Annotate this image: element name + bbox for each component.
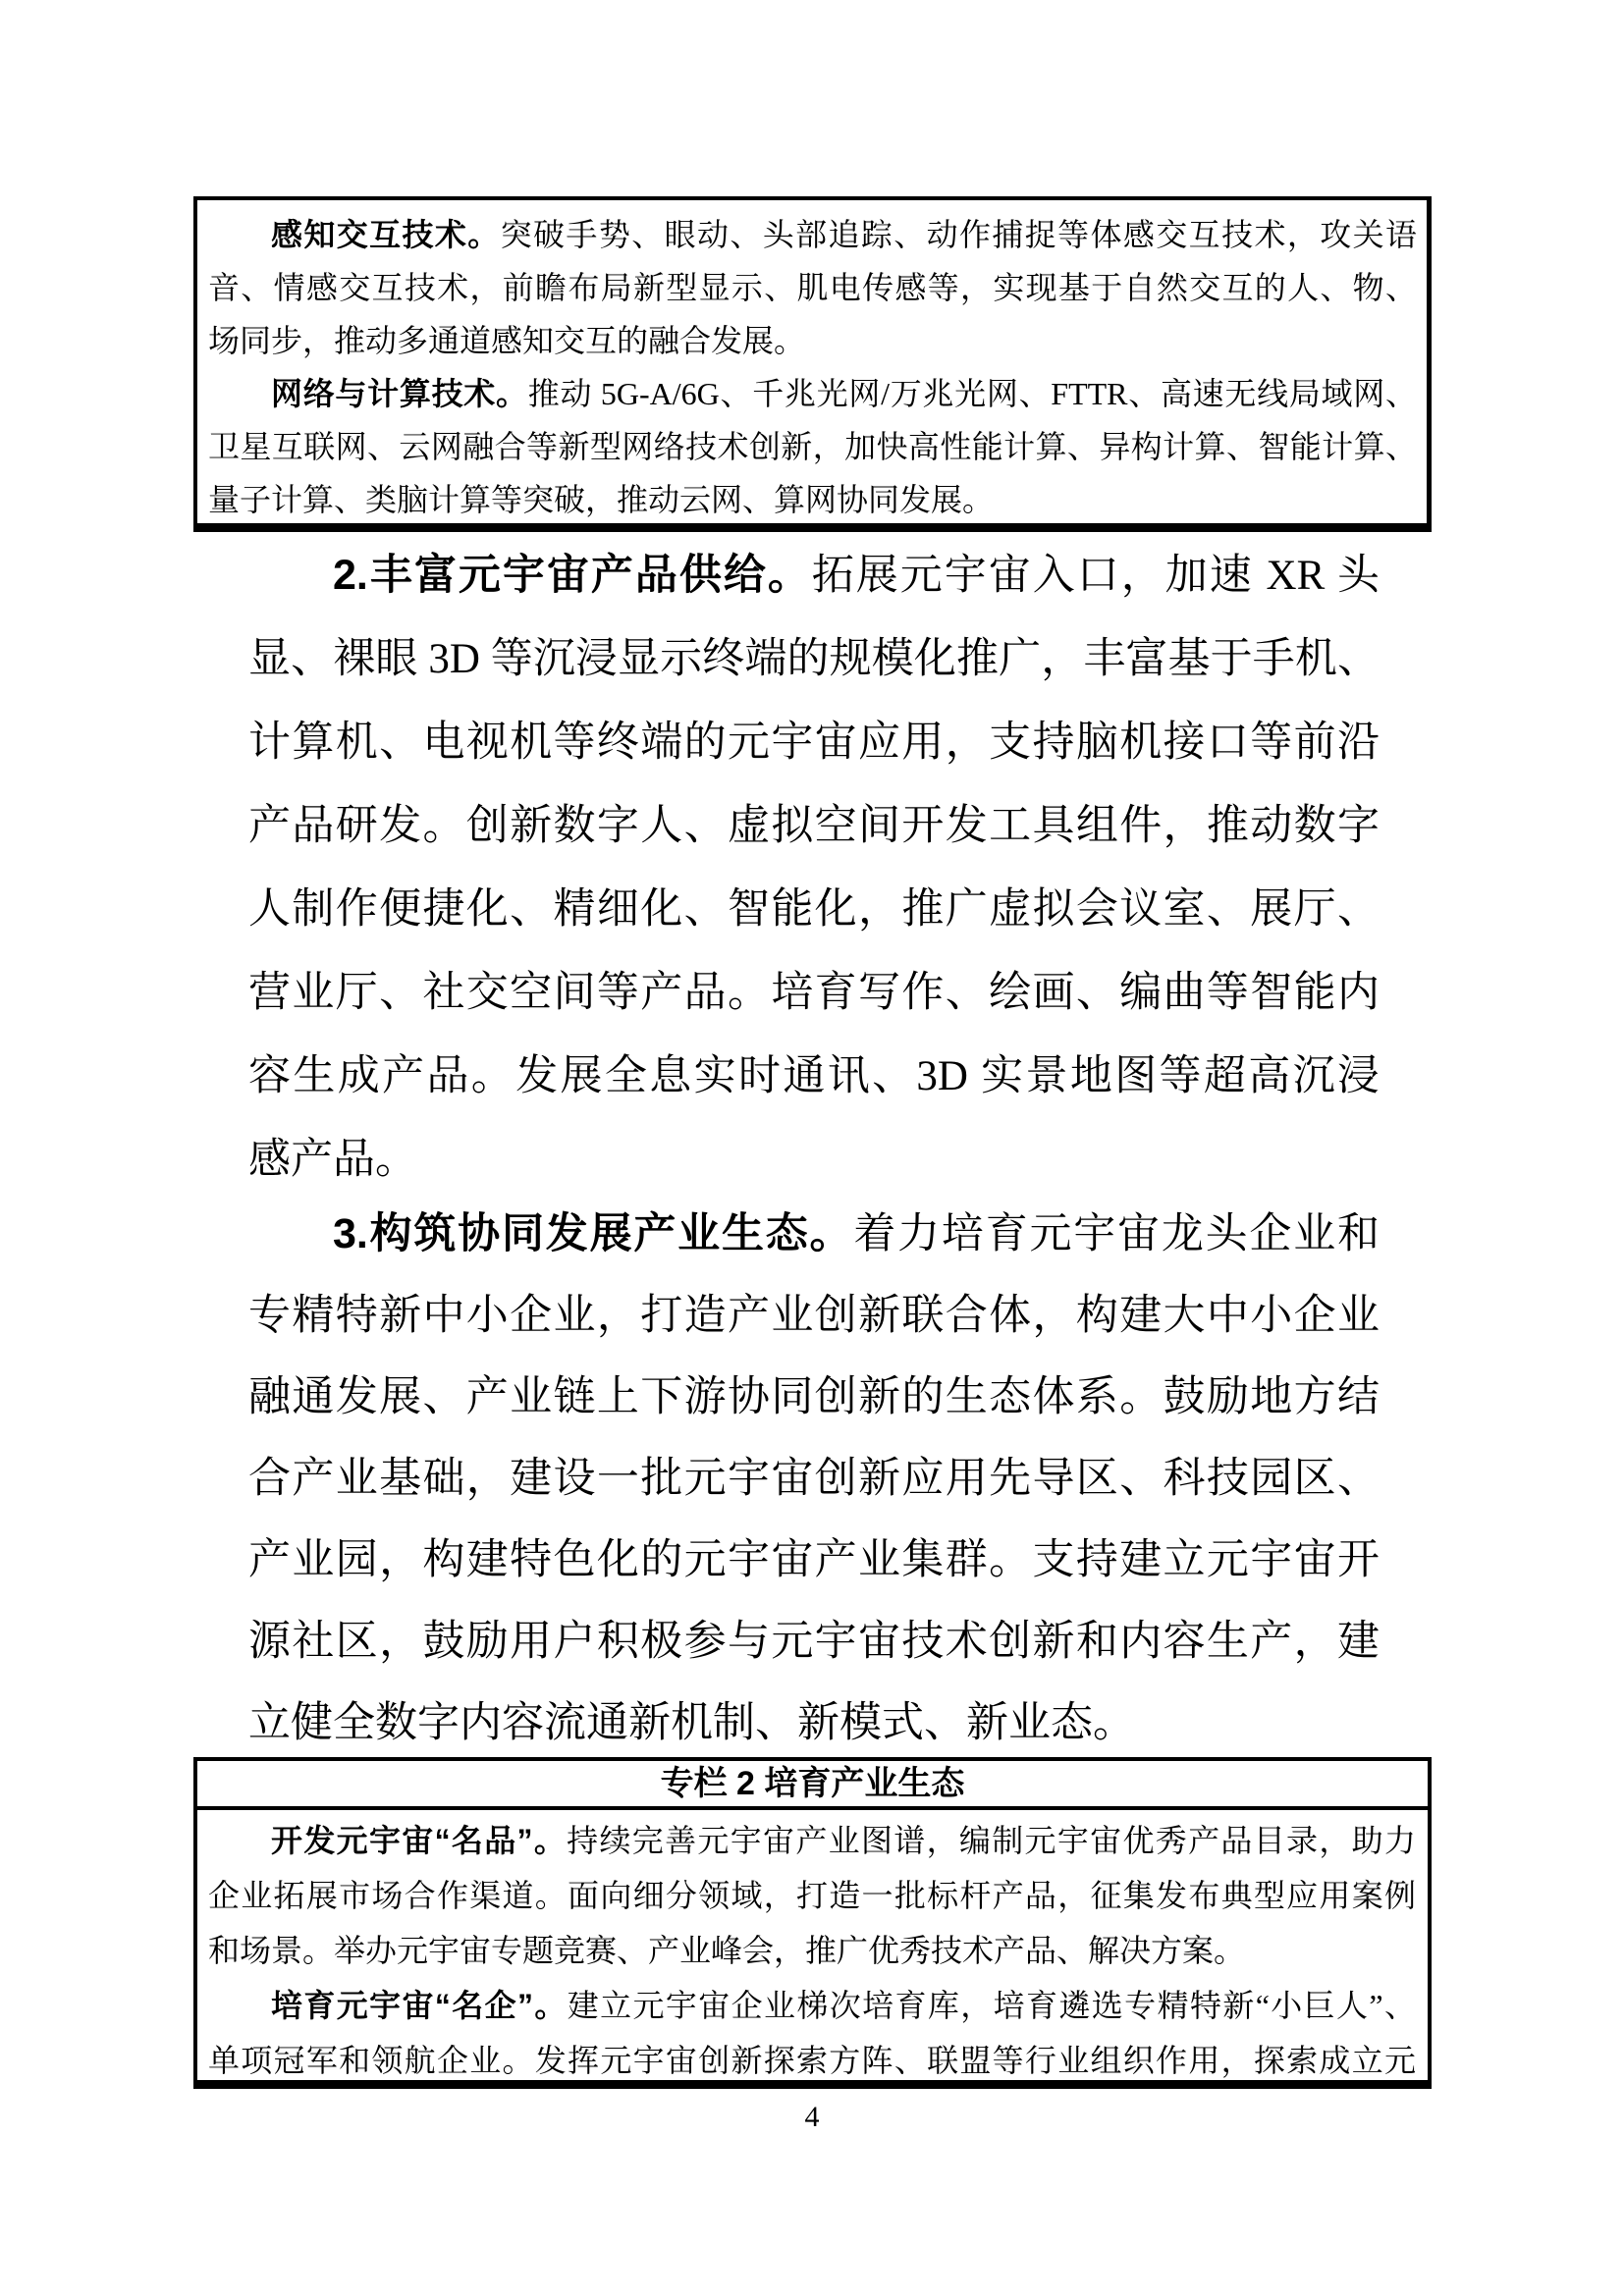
column2-box (193, 1757, 1432, 2089)
text-segment: 卫星互联网、云网融合等新型网络技术创新，加快高性能计算、异构计算、智能计算、 (208, 429, 1417, 464)
text-line (208, 261, 1417, 314)
text-line (248, 1118, 1380, 1201)
column2-box-lines (197, 1810, 1428, 2088)
text-line (208, 1978, 1416, 2033)
technology-column-box (193, 196, 1432, 532)
text-segment: 着力培育元宇宙龙头企业和 (853, 1211, 1380, 1257)
text-segment: 融通发展、产业链上下游协同创新的生态体系。鼓励地方结 (248, 1374, 1380, 1420)
text-segment: 推动 5G-A/6G、千兆光网/万兆光网、FTTR、高速无线局域网、 (527, 376, 1417, 411)
text-segment: 企业拓展市场合作渠道。面向细分领域，打造一批标杆产品，征集发布典型应用案例 (208, 1878, 1416, 1913)
bold-lead-segment: 培育元宇宙“名企”。 (271, 1988, 568, 2023)
text-segment: 立健全数字内容流通新机制、新模式、新业态。 (248, 1700, 1135, 1746)
text-segment: 感产品。 (248, 1137, 417, 1183)
text-segment: 单项冠军和领航企业。发挥元宇宙创新探索方阵、联盟等行业组织作用，探索成立元 (208, 2043, 1416, 2078)
text-line (208, 420, 1417, 473)
bold-lead-segment: 3.构筑协同发展产业生态。 (333, 1210, 854, 1257)
text-line (248, 1035, 1380, 1118)
body-paragraph-products-lines (248, 534, 1380, 1201)
text-line (248, 617, 1380, 701)
text-segment: 和场景。举办元宇宙专题竞赛、产业峰会，推广优秀技术产品、解决方案。 (208, 1933, 1246, 1968)
body-paragraph-ecosystem (248, 1194, 1380, 1764)
text-segment: 产品研发。创新数字人、虚拟空间开发工具组件，推动数字 (248, 803, 1380, 849)
text-segment: 显、裸眼 3D 等沉浸显示终端的规模化推广，丰富基于手机、 (248, 636, 1380, 682)
text-segment: 拓展元宇宙入口，加速 XR 头 (811, 553, 1380, 599)
bold-lead-segment: 网络与计算技术。 (271, 376, 528, 411)
column2-box-title: 专栏 2 培育产业生态 (197, 1761, 1428, 1810)
text-segment: 合产业基础，建设一批元宇宙创新应用先导区、科技园区、 (248, 1456, 1380, 1502)
text-line (248, 951, 1380, 1035)
bold-lead-segment: 感知交互技术。 (271, 217, 501, 252)
text-line (248, 534, 1380, 617)
text-line (208, 2033, 1416, 2088)
text-segment: 源社区，鼓励用户积极参与元宇宙技术创新和内容生产，建 (248, 1619, 1380, 1665)
text-segment: 场同步，推动多通道感知交互的融合发展。 (208, 323, 806, 358)
text-line (248, 1194, 1380, 1275)
text-line (248, 1438, 1380, 1520)
page-number: 4 (804, 2101, 820, 2133)
text-line (208, 314, 1417, 367)
text-segment: 容生成产品。发展全息实时通讯、3D 实景地图等超高沉浸 (248, 1053, 1380, 1099)
text-segment: 音、情感交互技术，前瞻布局新型显示、肌电传感等，实现基于自然交互的人、物、 (208, 270, 1417, 305)
text-line (248, 1520, 1380, 1601)
text-line (208, 367, 1417, 420)
text-line (208, 208, 1417, 261)
text-segment: 突破手势、眼动、头部追踪、动作捕捉等体感交互技术，攻关语 (500, 217, 1417, 252)
text-line (248, 868, 1380, 951)
text-line (208, 1868, 1416, 1923)
text-segment: 量子计算、类脑计算等突破，推动云网、算网协同发展。 (208, 482, 995, 517)
text-line (248, 701, 1380, 784)
text-segment: 持续完善元宇宙产业图谱，编制元宇宙优秀产品目录，助力 (567, 1823, 1416, 1858)
text-line (248, 1357, 1380, 1438)
text-line (248, 1275, 1380, 1357)
body-paragraph-ecosystem-lines (248, 1194, 1380, 1764)
text-segment: 计算机、电视机等终端的元宇宙应用，支持脑机接口等前沿 (248, 720, 1380, 766)
bold-lead-segment: 2.丰富元宇宙产品供给。 (333, 552, 812, 599)
text-segment: 人制作便捷化、精细化、智能化，推广虚拟会议室、展厅、 (248, 886, 1380, 933)
text-segment: 产业园，构建特色化的元宇宙产业集群。支持建立元宇宙开 (248, 1537, 1380, 1583)
body-paragraph-products (248, 534, 1380, 1201)
bold-lead-segment: 开发元宇宙“名品”。 (271, 1823, 568, 1858)
text-line (208, 1813, 1416, 1868)
text-segment: 建立元宇宙企业梯次培育库，培育遴选专精特新“小巨人”、 (567, 1988, 1416, 2023)
text-segment: 专精特新中小企业，打造产业创新联合体，构建大中小企业 (248, 1293, 1380, 1339)
text-line (248, 1601, 1380, 1682)
text-line (248, 784, 1380, 868)
text-line (208, 1923, 1416, 1978)
text-segment: 营业厅、社交空间等产品。培育写作、绘画、编曲等智能内 (248, 970, 1380, 1016)
text-line (208, 473, 1417, 526)
text-line (248, 1682, 1380, 1764)
technology-column-box-lines (208, 208, 1417, 526)
